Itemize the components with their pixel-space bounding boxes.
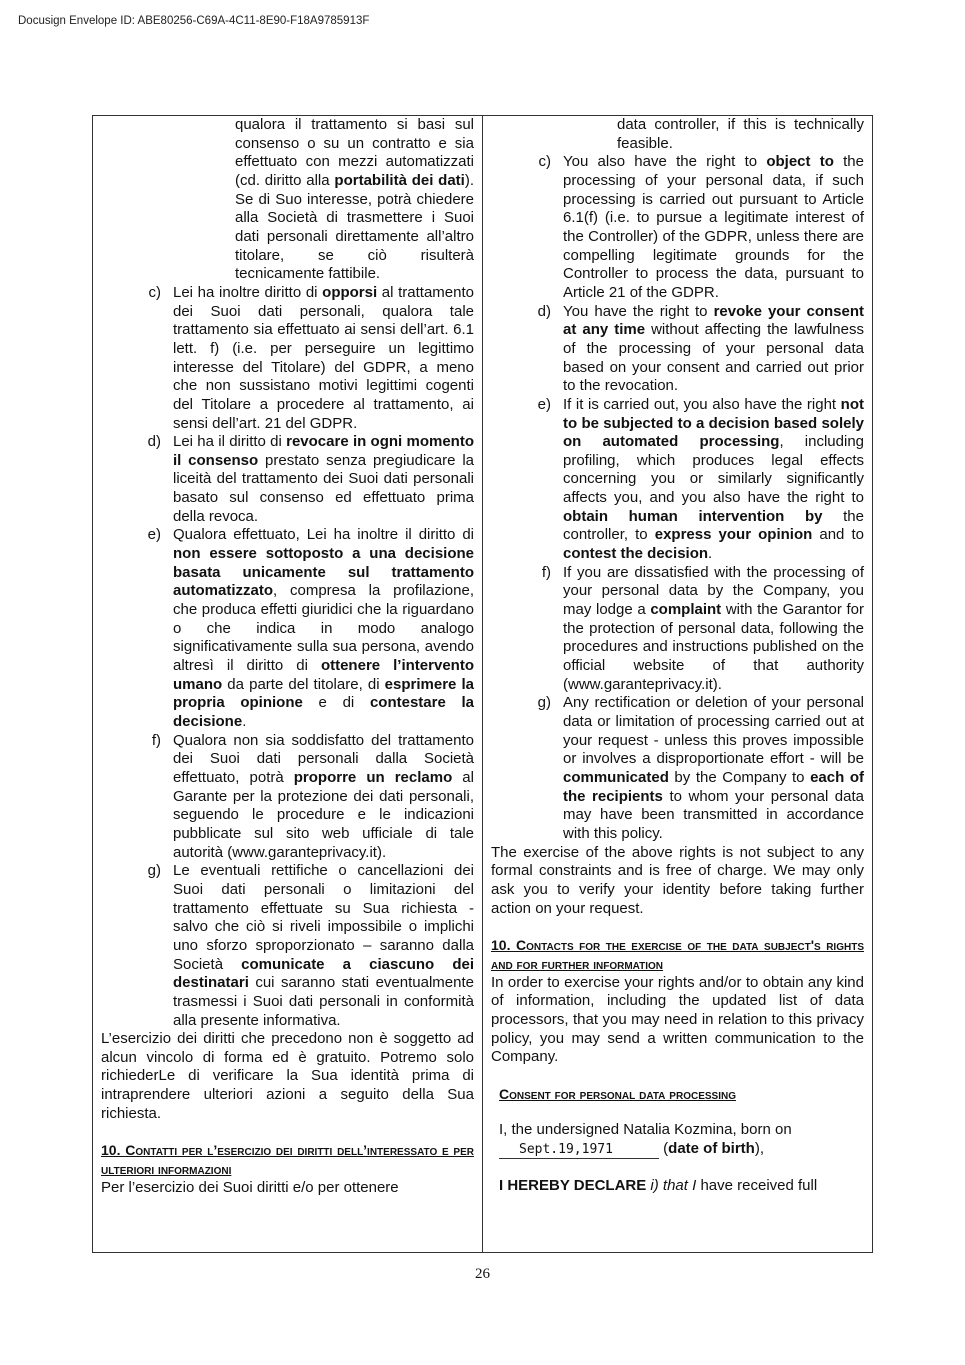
consent-intro-text: I, the undersigned Natalia Kozmina, born on — [499, 1121, 792, 1139]
list-item — [491, 396, 864, 564]
bold-text: revocare in ogni momento il consenso — [173, 433, 474, 469]
list-letter: f) — [541, 563, 551, 581]
bold-text: each of the recipients — [563, 768, 864, 805]
text-run: the processing of your personal data, if such processing is carried out pursuant to Article 6.1(f) (i.e. to pursue a legitimate interest of the Controller) of the GDPR, unless there are compelling legitimate grounds for the Controller to process the data, pursuant to Article 21 of the GDPR. — [563, 153, 864, 301]
list-letter: c) — [148, 283, 161, 301]
english-column — [483, 116, 872, 1252]
bilingual-table — [92, 115, 873, 1253]
text-run: . — [242, 713, 247, 730]
declare-label: I HEREBY DECLARE — [499, 1177, 647, 1195]
bold-text: contestare la decisione — [173, 694, 474, 730]
text-run: 10. Contatti per l’esercizio dei diritti dell’interessato e per ulteriori informazioni — [101, 1142, 474, 1178]
list-letter: c) — [538, 153, 551, 171]
text-run: Lei ha il diritto di — [173, 433, 287, 451]
date-of-birth-field[interactable]: Sept.19,1971 — [499, 1142, 659, 1159]
text-run: al trattamento dei Suoi dati personali, qualora tale trattamento sia effettuato ai sensi dell’art. 6.1 lett. f) (i.e. per perseguire un legittimo interesse del Titolare) del GDPR, a meno che non sussistano motivi legittimi cogenti del Titolare a procedere al trattamento, ai sensi dell’art. 21 del GDPR. — [173, 283, 474, 432]
text-run: qualora il trattamento si basi sul consenso o su un contratto e sia effettuato con mezzi automatizzati (cd. diritto alla — [235, 116, 474, 189]
envelope-id: Docusign Envelope ID: ABE80256-C69A-4C11-8E90-F18A9785913F — [18, 15, 370, 27]
consent-intro — [499, 1121, 856, 1159]
declare-rest: have received full — [696, 1177, 818, 1195]
section-heading — [491, 936, 864, 973]
list-item-text — [173, 526, 474, 731]
bold-text: not to be subjected to a decision based solely on automated processing — [563, 395, 864, 451]
list-letter: f) — [151, 731, 161, 749]
text-run: to whom your personal data may have been transmitted in accordance with this policy. — [563, 787, 865, 842]
text-run: If you are dissatisfied with the processing of your personal data by the Company, you may lodge a — [563, 563, 864, 619]
bold-text: comunicate a ciascuno dei destinatari — [173, 955, 474, 992]
italian-column — [93, 116, 483, 1252]
text-run: Qualora non sia soddisfatto del trattamento dei Suoi dati personali dalla Società effettuato, potrà — [173, 731, 474, 786]
bold-text: esprimere la propria opinione — [173, 675, 474, 712]
declaration — [499, 1177, 856, 1196]
list-item-continuation — [101, 116, 474, 284]
text-run: Any rectification or deletion of your personal data or limitation of processing carried out at your request - unless this proves impossible or involves a disproportionate effort - will be — [563, 694, 864, 768]
list-item — [101, 732, 474, 863]
text-run: You also have the right to — [563, 153, 767, 171]
dob-close: ), — [754, 1140, 765, 1158]
declare-italic: i) that I — [646, 1177, 697, 1195]
text-run: . — [708, 545, 713, 563]
list-item — [101, 862, 474, 1030]
text-run: In order to exercise your rights and/or to obtain any kind of information, including the updated list of data processors, that you may need in relation to this privacy policy, you may send a written communication to the Company. — [491, 973, 864, 1066]
list-item — [491, 564, 864, 695]
text-run: If it is carried out, you also have the right — [563, 395, 841, 413]
dob-open: ( — [659, 1140, 669, 1158]
bold-text: ottenere l’intervento umano — [173, 657, 474, 693]
list-letter: e) — [147, 526, 161, 544]
list-letter: g) — [147, 862, 161, 880]
text-run: the controller, to — [563, 507, 864, 544]
list-item — [491, 694, 864, 843]
list-item — [491, 153, 864, 302]
text-run: Lei ha inoltre diritto di — [173, 283, 323, 301]
text-run: da parte del titolare, di — [222, 675, 385, 693]
text-run: L’esercizio dei diritti che precedono non è soggetto ad alcun vincolo di forma ed è gratuito. Potremo solo richiederLe di verificare la Sua identità prima di intraprendere ulteriori azioni a seguito della Sua richiesta. — [101, 1030, 474, 1122]
text-run: , including profiling, which produces legal effects concerning you or similarly significantly affects you, and you also have the right to — [563, 433, 865, 507]
list-item-text — [173, 433, 474, 526]
list-letter: g) — [537, 694, 551, 712]
list-item — [101, 433, 474, 526]
bold-text: non essere sottoposto a una decisione basata unicamente sul trattamento automatizzato — [173, 545, 474, 600]
list-letter: e) — [537, 395, 551, 413]
bold-text: complaint — [650, 601, 722, 619]
paragraph — [491, 844, 864, 919]
bold-text: revoke your consent at any time — [563, 302, 865, 339]
bold-text: portabilità dei dati — [334, 171, 465, 189]
list-item-text — [563, 694, 864, 843]
page-number: 26 — [475, 1266, 490, 1282]
text-run: data controller, if this is technically feasible. — [617, 116, 864, 152]
bold-text: object to — [766, 153, 834, 171]
section-heading — [101, 1141, 474, 1178]
text-run: , compresa la profilazione, che produca effetti giuridici che la riguardano o che indica in modo analogo significativamente sulla sua persona, avendo altresì il diritto di — [173, 582, 474, 675]
text-run: You have the right to — [563, 302, 714, 320]
paragraph — [491, 974, 864, 1067]
list-item-text — [173, 284, 474, 433]
text-run: cui saranno stati eventualmente trasmessi i Suoi dati personali in conformità alla presente informativa. — [173, 974, 474, 1029]
text-run: with the Garantor for the protection of personal data, following the procedures and instructions published on the official website of that authority (www.garanteprivacy.it). — [563, 601, 864, 693]
text-run: 10. Contacts for the exercise of the data subject's rights and for further information — [491, 937, 864, 972]
list-item-continuation — [491, 116, 864, 153]
text-run: and to — [812, 526, 864, 544]
text-run: Le eventuali rettifiche o cancellazioni dei Suoi dati personali o limitazioni del trattamento effettuate su Sua richiesta - salvo che ciò si riveli impossibile o implichi uno sforzo sproporzionato – saranno dalla Società — [173, 862, 474, 973]
text-run: Per l’esercizio dei Suoi diritti e/o per ottenere — [101, 1178, 399, 1196]
text-run: The exercise of the above rights is not subject to any formal constraints and is free of charge. We may only ask you to verify your identity before taking further action on your request. — [491, 843, 864, 917]
consent-heading: Consent for personal data processing — [499, 1085, 736, 1102]
text-run: Qualora effettuato, Lei ha inoltre il diritto di — [173, 526, 474, 544]
list-letter: d) — [537, 302, 551, 320]
list-item-text — [563, 303, 864, 396]
bold-text: express your opinion — [654, 526, 813, 544]
bold-text: proporre un reclamo — [293, 768, 453, 786]
paragraph — [101, 1179, 474, 1198]
list-item-text — [173, 732, 474, 863]
bold-text: opporsi — [322, 283, 378, 301]
text-run: al Garante per la protezione dei dati personali, seguendo le procedure e le indicazioni pubblicate sul sito web ufficiale di tale autorità (www.garanteprivacy.it). — [173, 768, 474, 861]
bold-text: obtain human intervention by — [563, 507, 823, 525]
list-item-text — [563, 396, 864, 564]
text-run: by the Company to — [668, 768, 811, 786]
text-run: ). Se di Suo interesse, potrà chiedere alla Società di trasmettere i Suoi dati personali direttamente all’altro titolare, se ciò risulterà tecnicamente fattibile. — [235, 171, 474, 283]
consent-section — [491, 1085, 864, 1196]
list-letter: d) — [147, 433, 161, 451]
text-run: prestato senza pregiudicare la liceità del trattamento dei Suoi dati personali basato sul consenso ed effettuato prima della revoca. — [173, 451, 475, 525]
list-item-text — [563, 564, 864, 695]
list-item-text — [173, 862, 474, 1030]
bold-text: communicated — [563, 768, 669, 786]
text-run: without affecting the lawfulness of the processing of your personal data based on your consent and carried out prior to the revocation. — [563, 321, 864, 395]
list-item — [491, 303, 864, 396]
bold-text: contest the decision — [563, 545, 709, 563]
list-item — [101, 526, 474, 731]
paragraph — [101, 1030, 474, 1123]
text-run: e di — [302, 694, 370, 712]
dob-label: date of birth — [668, 1140, 755, 1158]
list-item-text — [563, 153, 864, 302]
list-item — [101, 284, 474, 433]
